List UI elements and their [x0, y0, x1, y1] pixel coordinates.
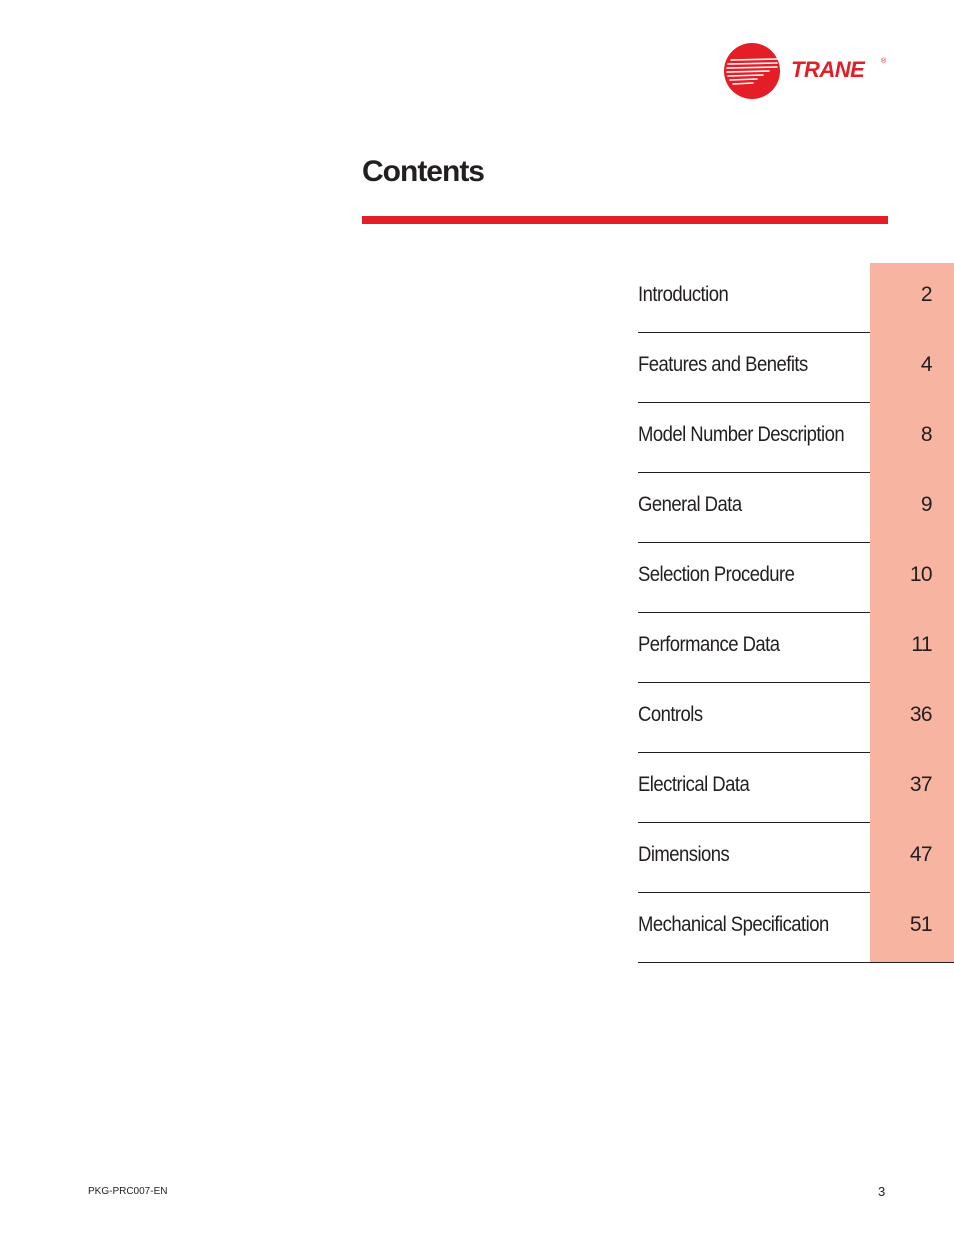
toc-entry-label: General Data [638, 493, 742, 516]
toc-entry-label: Introduction [638, 283, 729, 306]
toc-row[interactable] [638, 823, 954, 893]
page-title: Contents [362, 155, 484, 188]
toc-entry-label: Dimensions [638, 843, 730, 866]
toc-entry-page: 11 [870, 613, 954, 683]
toc-entry-label: Selection Procedure [638, 563, 795, 586]
toc-entry-page: 47 [870, 823, 954, 893]
toc-entry-page: 9 [870, 473, 954, 543]
toc-entry-page: 2 [870, 263, 954, 333]
toc-entry-page: 37 [870, 753, 954, 823]
toc-entry-page: 51 [870, 893, 954, 962]
toc-entry-page: 10 [870, 543, 954, 613]
table-of-contents [638, 263, 954, 963]
title-rule [362, 216, 888, 224]
toc-row[interactable] [638, 683, 954, 753]
registered-mark: ® [881, 58, 887, 65]
document-id: PKG-PRC007-EN [88, 1186, 168, 1197]
toc-entry-page: 4 [870, 333, 954, 403]
trane-circle-logo-icon [723, 42, 781, 100]
toc-row[interactable] [638, 543, 954, 613]
toc-entry-label: Mechanical Specification [638, 913, 829, 936]
toc-entry-label: Model Number Description [638, 423, 845, 446]
toc-entry-label: Performance Data [638, 633, 780, 656]
toc-entry-label: Electrical Data [638, 773, 750, 796]
toc-row[interactable] [638, 403, 954, 473]
trane-logo [723, 42, 893, 102]
toc-row[interactable] [638, 263, 954, 333]
toc-row[interactable] [638, 473, 954, 543]
toc-entry-page: 8 [870, 403, 954, 473]
toc-row[interactable] [638, 613, 954, 683]
brand-name: TRANE [791, 57, 865, 82]
page-number: 3 [878, 1184, 886, 1199]
toc-entry-label: Features and Benefits [638, 353, 808, 376]
toc-row[interactable] [638, 333, 954, 403]
toc-row[interactable] [638, 753, 954, 823]
toc-entry-label: Controls [638, 703, 703, 726]
toc-entry-page: 36 [870, 683, 954, 753]
toc-row[interactable] [638, 893, 954, 963]
